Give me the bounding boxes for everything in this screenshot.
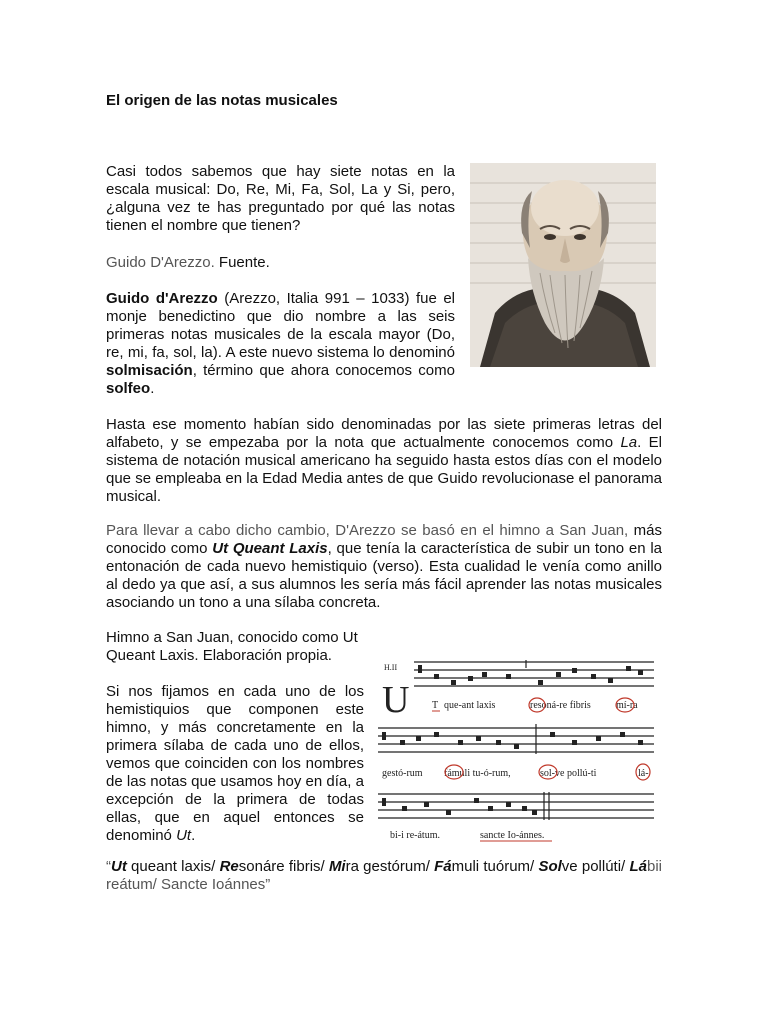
- la-note: La: [620, 434, 638, 451]
- hemistich-text-2: .: [191, 827, 196, 844]
- history-text-2: . El sistema de notación musical americano ha seguido hasta estos días con el modelo que se empleaba en la Edad Media antes de que Guido revolucionase el panorama musical.: [106, 434, 662, 505]
- ut-queant-text-1: más conocido como: [106, 522, 662, 557]
- solmisacion-term: solmisación: [106, 362, 193, 379]
- ut-queant-text-2: , que tenía la característica de subir un tono en la entonación de cada nuevo hemistiquio (verso). Esta cualidad le venía como anillo al dedo ya que así, a sus alumnos les sería más fácil aprender las notas musicales asociando un tono a una sílaba concreta.: [106, 540, 662, 611]
- ut-term: Ut: [176, 827, 192, 844]
- history-text-1: Hasta ese momento habían sido denominadas por las siete primeras letras del alfabeto, y se empezaba por la nota que actualmente conocemos como: [106, 416, 662, 451]
- guido-text-2: , término que ahora conocemos como: [192, 362, 455, 379]
- page-title: El origen de las notas musicales: [106, 92, 338, 109]
- guido-text-3: .: [150, 380, 155, 397]
- syllable-mi: Mi: [328, 858, 346, 875]
- score-l1-0: T: [432, 700, 439, 711]
- hymn-seg-2: sonáre fibris/: [238, 858, 329, 875]
- hymn-seg-4: muli tuórum/: [451, 858, 539, 875]
- score-l2-1: fámuli tu-ó-rum,: [444, 768, 511, 779]
- caption-author: Guido D'Arezzo.: [106, 254, 215, 271]
- score-l2-0: gestó-rum: [382, 768, 423, 779]
- guido-name: Guido d'Arezzo: [106, 290, 218, 307]
- caption-source: Fuente.: [214, 254, 270, 271]
- hymn-quote-close: ”: [265, 876, 271, 893]
- score-initial: U: [382, 679, 410, 721]
- intro-paragraph: Casi todos sabemos que hay siete notas en la escala musical: Do, Re, Mi, Fa, Sol, La y Si, pero, ¿alguna vez te has preguntado por qué las notas tienen el nombre que tienen?: [106, 163, 455, 234]
- ut-queant-paragraph: [106, 522, 662, 612]
- hymn-text: [106, 858, 662, 894]
- hymn-score-image: [376, 660, 656, 850]
- hymn-seg-1: queant laxis/: [126, 858, 220, 875]
- guido-text-1: (Arezzo, Italia 991 – 1033) fue el monje benedictino que dio nombre a las seis primeras notas musicales de la escala mayor (Do, re, mi, fa, sol, la). A este nuevo sistema lo denominó: [106, 290, 455, 361]
- score-l1-1: que-ant laxis: [444, 700, 496, 711]
- hymn-quote-open: “: [106, 858, 111, 875]
- guido-portrait-image: [470, 163, 656, 367]
- score-l2-3: lá-: [638, 768, 649, 779]
- portrait-caption: [106, 254, 455, 272]
- hymn-seg-3: ra gestórum/: [345, 858, 435, 875]
- syllable-sol: Sol: [538, 858, 562, 875]
- ut-queant-title: Ut Queant Laxis: [212, 540, 328, 557]
- guido-paragraph: [106, 290, 455, 398]
- score-l1-3: mí-ra: [616, 700, 638, 711]
- history-paragraph: [106, 416, 662, 506]
- score-l2-2: sol-ve pollú-ti: [540, 768, 597, 779]
- hemistich-text-1: Si nos fijamos en cada uno de los hemistiquios que componen este himno, y más concretamente en la primera sílaba de cada uno de ellos, vemos que coinciden con los nombres de las notas que usamos hoy en día, a excepción de la primera de todas ellas, que en aquel entonces se denominó: [106, 683, 364, 844]
- hemistich-paragraph: [106, 683, 364, 845]
- score-label: H.II: [384, 663, 398, 672]
- score-l3-0: bi-i re-átum.: [390, 830, 440, 841]
- syllable-fa: Fá: [434, 858, 452, 875]
- solfeo-term: solfeo: [106, 380, 151, 397]
- hymn-seg-5: ve pollúti/: [561, 858, 630, 875]
- score-l1-2: resoná-re fibris: [530, 700, 591, 711]
- hymn-caption: Himno a San Juan, conocido como Ut Queant Laxis. Elaboración propia.: [106, 629, 358, 664]
- syllable-ut: Ut: [111, 858, 127, 875]
- ut-queant-text-gray: Para llevar a cabo dicho cambio, D'Arezzo se basó en el himno a San Juan,: [106, 522, 629, 539]
- syllable-re: Re: [219, 858, 239, 875]
- hymn-seg-6: bii reátum/ Sancte Ioánnes: [106, 858, 662, 893]
- syllable-la: Lá: [629, 858, 647, 875]
- score-l3-1: sancte Io-ánnes.: [480, 830, 545, 841]
